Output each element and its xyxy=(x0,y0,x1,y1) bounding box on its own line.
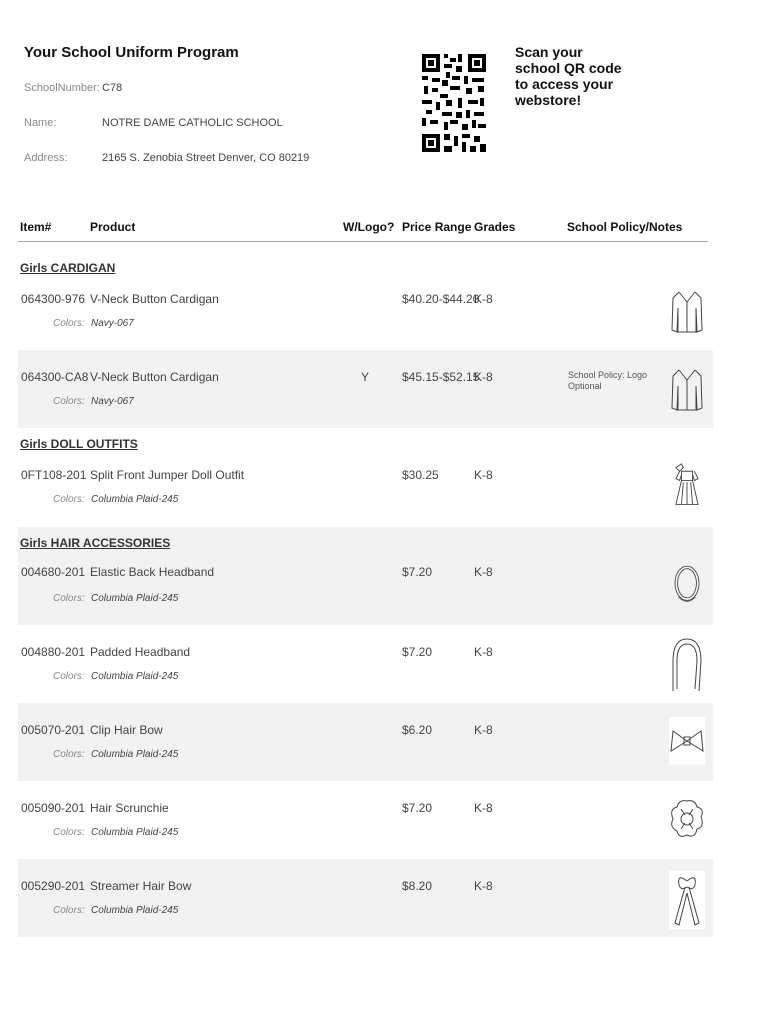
address-value: 2165 S. Zenobia Street Denver, CO 80219 xyxy=(102,152,310,164)
header-divider xyxy=(18,241,708,242)
colors-value: Columbia Plaid-245 xyxy=(91,827,179,838)
item-number: 005290-201 xyxy=(21,879,86,893)
col-header-logo: W/Logo? xyxy=(343,220,395,234)
table-row[interactable] xyxy=(18,859,713,937)
table-row[interactable] xyxy=(18,456,713,526)
item-number: 004880-201 xyxy=(21,645,86,659)
col-header-product: Product xyxy=(90,220,136,234)
item-number: 064300-976 xyxy=(21,292,86,306)
item-number: 0FT108-201 xyxy=(21,468,87,482)
product-name: Elastic Back Headband xyxy=(90,565,215,579)
colors-value: Columbia Plaid-245 xyxy=(91,494,179,505)
price-range: $8.20 xyxy=(402,879,433,893)
product-name: V-Neck Button Cardigan xyxy=(90,370,219,384)
product-name: Streamer Hair Bow xyxy=(90,879,192,893)
table-row[interactable] xyxy=(18,280,713,348)
section-title-hair-accessories: Girls HAIR ACCESSORIES xyxy=(20,536,171,550)
product-name: Clip Hair Bow xyxy=(90,723,163,737)
grades: K-8 xyxy=(474,801,493,815)
table-row[interactable] xyxy=(18,781,713,859)
colors-value: Columbia Plaid-245 xyxy=(91,671,179,682)
table-row[interactable] xyxy=(18,703,713,781)
colors-label: Colors: xyxy=(53,318,85,329)
colors-label: Colors: xyxy=(53,494,85,505)
table-row[interactable] xyxy=(18,350,713,428)
page-title: Your School Uniform Program xyxy=(24,44,239,61)
elastic-headband-icon xyxy=(669,561,705,609)
logo-flag: Y xyxy=(361,370,370,384)
price-range: $40.20-$44.20 xyxy=(402,292,480,306)
doll-outfit-icon xyxy=(669,462,705,510)
colors-label: Colors: xyxy=(53,593,85,604)
colors-value: Columbia Plaid-245 xyxy=(91,749,179,760)
school-name-value: NOTRE DAME CATHOLIC SCHOOL xyxy=(102,117,283,129)
grades: K-8 xyxy=(474,370,493,384)
grades: K-8 xyxy=(474,292,493,306)
cardigan-icon xyxy=(669,366,705,414)
colors-label: Colors: xyxy=(53,905,85,916)
grades: K-8 xyxy=(474,645,493,659)
price-range: $30.25 xyxy=(402,468,439,482)
section-title-doll-outfits: Girls DOLL OUTFITS xyxy=(20,437,138,451)
col-header-price: Price Range xyxy=(402,220,472,234)
product-name: Padded Headband xyxy=(90,645,191,659)
item-number: 004680-201 xyxy=(21,565,86,579)
price-range: $6.20 xyxy=(402,723,433,737)
table-row[interactable] xyxy=(18,625,713,703)
grades: K-8 xyxy=(474,723,493,737)
price-range: $45.15-$52.15 xyxy=(402,370,480,384)
grades: K-8 xyxy=(474,879,493,893)
colors-label: Colors: xyxy=(53,827,85,838)
colors-label: Colors: xyxy=(53,671,85,682)
colors-label: Colors: xyxy=(53,749,85,760)
col-header-grades: Grades xyxy=(474,220,516,234)
price-range: $7.20 xyxy=(402,645,433,659)
qr-code-icon[interactable] xyxy=(420,52,488,156)
policy-note: School Policy: Logo Optional xyxy=(568,370,648,391)
item-number: 005090-201 xyxy=(21,801,86,815)
col-header-notes: School Policy/Notes xyxy=(567,220,683,234)
padded-headband-icon xyxy=(669,635,705,695)
school-number-label: SchoolNumber: xyxy=(24,82,100,94)
address-label: Address: xyxy=(24,152,68,164)
col-header-item: Item# xyxy=(20,220,52,234)
scan-instructions: Scan your school QR code to access your webstore! xyxy=(515,44,622,108)
grades: K-8 xyxy=(474,468,493,482)
price-range: $7.20 xyxy=(402,801,433,815)
colors-value: Navy-067 xyxy=(91,396,134,407)
colors-value: Columbia Plaid-245 xyxy=(91,593,179,604)
item-number: 064300-CA8 xyxy=(21,370,89,384)
item-number: 005070-201 xyxy=(21,723,86,737)
section-title-cardigan: Girls CARDIGAN xyxy=(20,261,116,275)
scrunchie-icon xyxy=(669,795,705,843)
price-range: $7.20 xyxy=(402,565,433,579)
product-name: Hair Scrunchie xyxy=(90,801,169,815)
grades: K-8 xyxy=(474,565,493,579)
hair-bow-icon xyxy=(669,717,705,765)
school-name-label: Name: xyxy=(24,117,57,129)
colors-value: Columbia Plaid-245 xyxy=(91,905,179,916)
product-name: Split Front Jumper Doll Outfit xyxy=(90,468,245,482)
school-number-value: C78 xyxy=(102,82,123,94)
colors-label: Colors: xyxy=(53,396,85,407)
cardigan-icon xyxy=(669,288,705,336)
product-name: V-Neck Button Cardigan xyxy=(90,292,219,306)
colors-value: Navy-067 xyxy=(91,318,134,329)
streamer-bow-icon xyxy=(669,871,705,929)
